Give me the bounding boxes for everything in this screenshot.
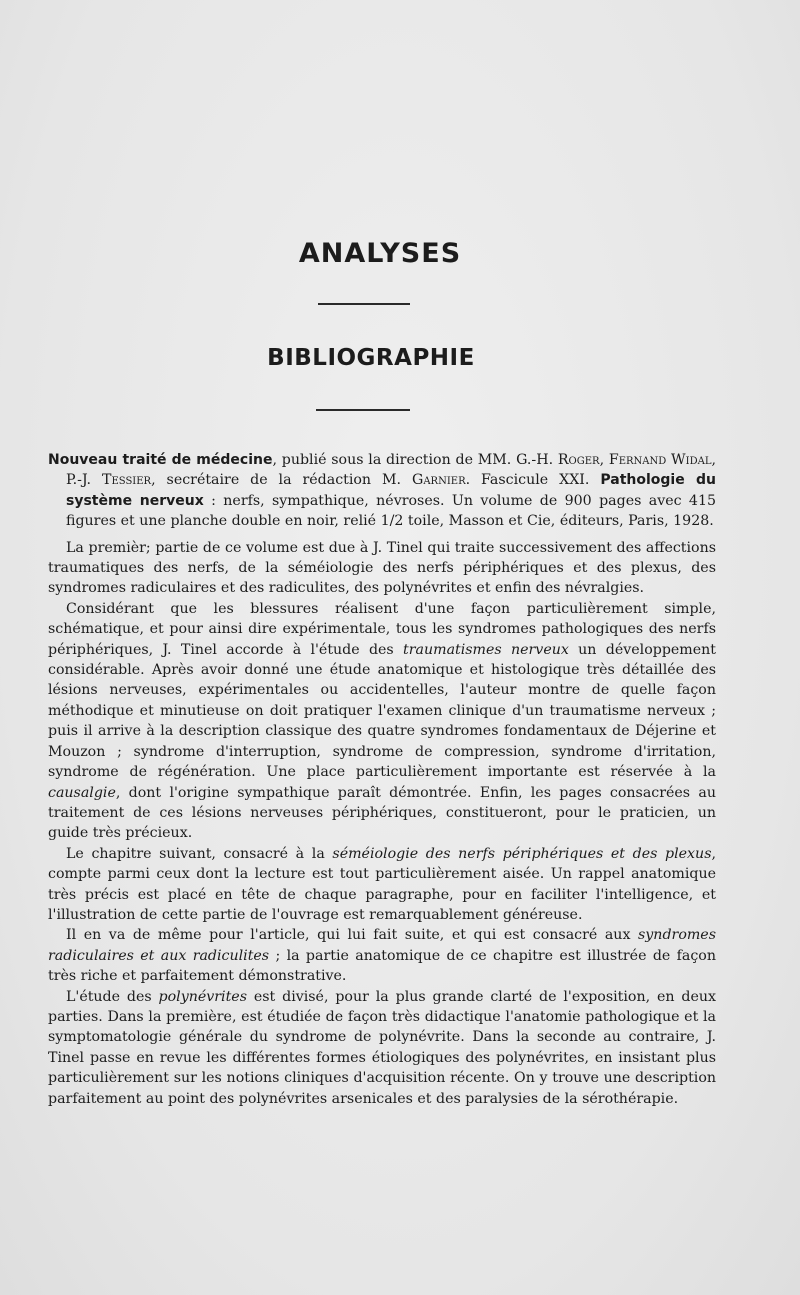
paragraph-text: L'étude des [66, 988, 159, 1005]
paragraph-text: Le chapitre suivant, consacré à la [66, 845, 333, 862]
paragraph [48, 987, 716, 1109]
paragraph-text: un développement considérable. Après avoir donné une étude anatomique et histologique très détaillée des lésions nerveuses, expérimentales ou accidentelles, l'auteur montre de quelle façon méthodique et minutieuse on doit pratiquer l'examen clinique d'un traumatisme nerveux ; puis il arrive à la description classique des quatre syndromes fondamentaux de Déjerine et Mouzon ; syndrome d'interruption, syndrome de compression, syndrome d'irritation, syndrome de régénération. Une place particulièrement importante est réservée à la [48, 641, 716, 781]
entry-text: : nerfs, sympathique, névroses. Un volume de 900 pages avec 415 figures et une planche double en noir, relié 1/2 toile, Masson et Cie, éditeurs, Paris, 1928. [66, 492, 716, 530]
paragraph [48, 538, 716, 599]
paragraph-text: La premièr; partie de ce volume est due à J. Tinel qui traite successivement des affections traumatiques des nerfs, de la séméiologie des nerfs périphériques et des plexus, des syndromes radiculaires et des radiculites, des polynévrites et enfin des névralgies. [48, 539, 716, 597]
author-name: Tessier [102, 472, 152, 489]
section-divider [316, 409, 410, 411]
emphasis: causalgie [48, 784, 116, 801]
emphasis: polynévrites [158, 988, 247, 1005]
paragraph [48, 925, 716, 986]
title-divider [318, 303, 410, 305]
entry-text: , publié sous la direction de MM. G.-H. [272, 452, 558, 468]
paragraph-text: Il en va de même pour l'article, qui lui fait suite, et qui est consacré aux [66, 927, 639, 944]
paragraph [48, 599, 716, 844]
paragraph-text: est divisé, pour la plus grande clarté de l'exposition, en deux parties. Dans la première, est étudiée de façon très didactique l'anatomie pathologique et la symptomatologie générale du syndrome de polynévrite. Dans la seconde au contraire, J. Tinel passe en revue les différentes formes étiologiques des polynévrites, en insistant plus particulièrement sur les notions cliniques d'acquisition récente. On y trouve une description parfaitement au point des polynévrites arsenicales et des paralysies de la sérothérapie. [48, 988, 716, 1107]
paragraph-text: Considérant que les blessures réalisent d'une façon particulièrement simple, schématique, et pour ainsi dire expérimentale, tous les syndromes pathologiques des nerfs périphériques, J. Tinel accorde à l'étude des [48, 600, 716, 658]
paragraph-text: ; la partie anatomique de ce chapitre est illustrée de façon très riche et parfaitement démonstrative. [48, 947, 716, 985]
book-subtitle: Pathologie du système nerveux [66, 472, 716, 509]
page-title: ANALYSES [298, 238, 462, 269]
entry-text: , secrétaire de la rédaction M. [151, 472, 412, 489]
article-body [48, 450, 716, 1109]
emphasis: traumatismes nerveux [403, 641, 569, 658]
paragraph [48, 844, 716, 926]
book-title: Nouveau traité de médecine [48, 452, 273, 468]
bibliographic-entry [48, 450, 716, 532]
emphasis: séméiologie des nerfs périphériques et des plexus [332, 845, 712, 862]
paragraph-text: , compte parmi ceux dont la lecture est tout particulièrement aisée. Un rappel anatomique très précis est placé en tête de chaque paragraphe, pour en faciliter l'intelligence, et l'illustration de cette partie de l'ouvrage est remarquablement généreuse. [48, 845, 716, 923]
section-title: BIBLIOGRAPHIE [267, 345, 475, 371]
entry-text: . Fascicule XXI. [465, 472, 601, 489]
entry-text: , P.-J. [66, 452, 716, 489]
paragraph-text: , dont l'origine sympathique paraît démontrée. Enfin, les pages consacrées au traitement de ces lésions nerveuses périphériques, constitueront, pour le praticien, un guide très précieux. [48, 784, 716, 842]
entry-text: , [599, 452, 609, 468]
emphasis: syndromes radiculaires et aux radiculites [48, 927, 716, 964]
author-name: Roger [557, 452, 600, 468]
author-name: Garnier [411, 472, 466, 489]
author-name: Fernand Widal [608, 452, 712, 468]
